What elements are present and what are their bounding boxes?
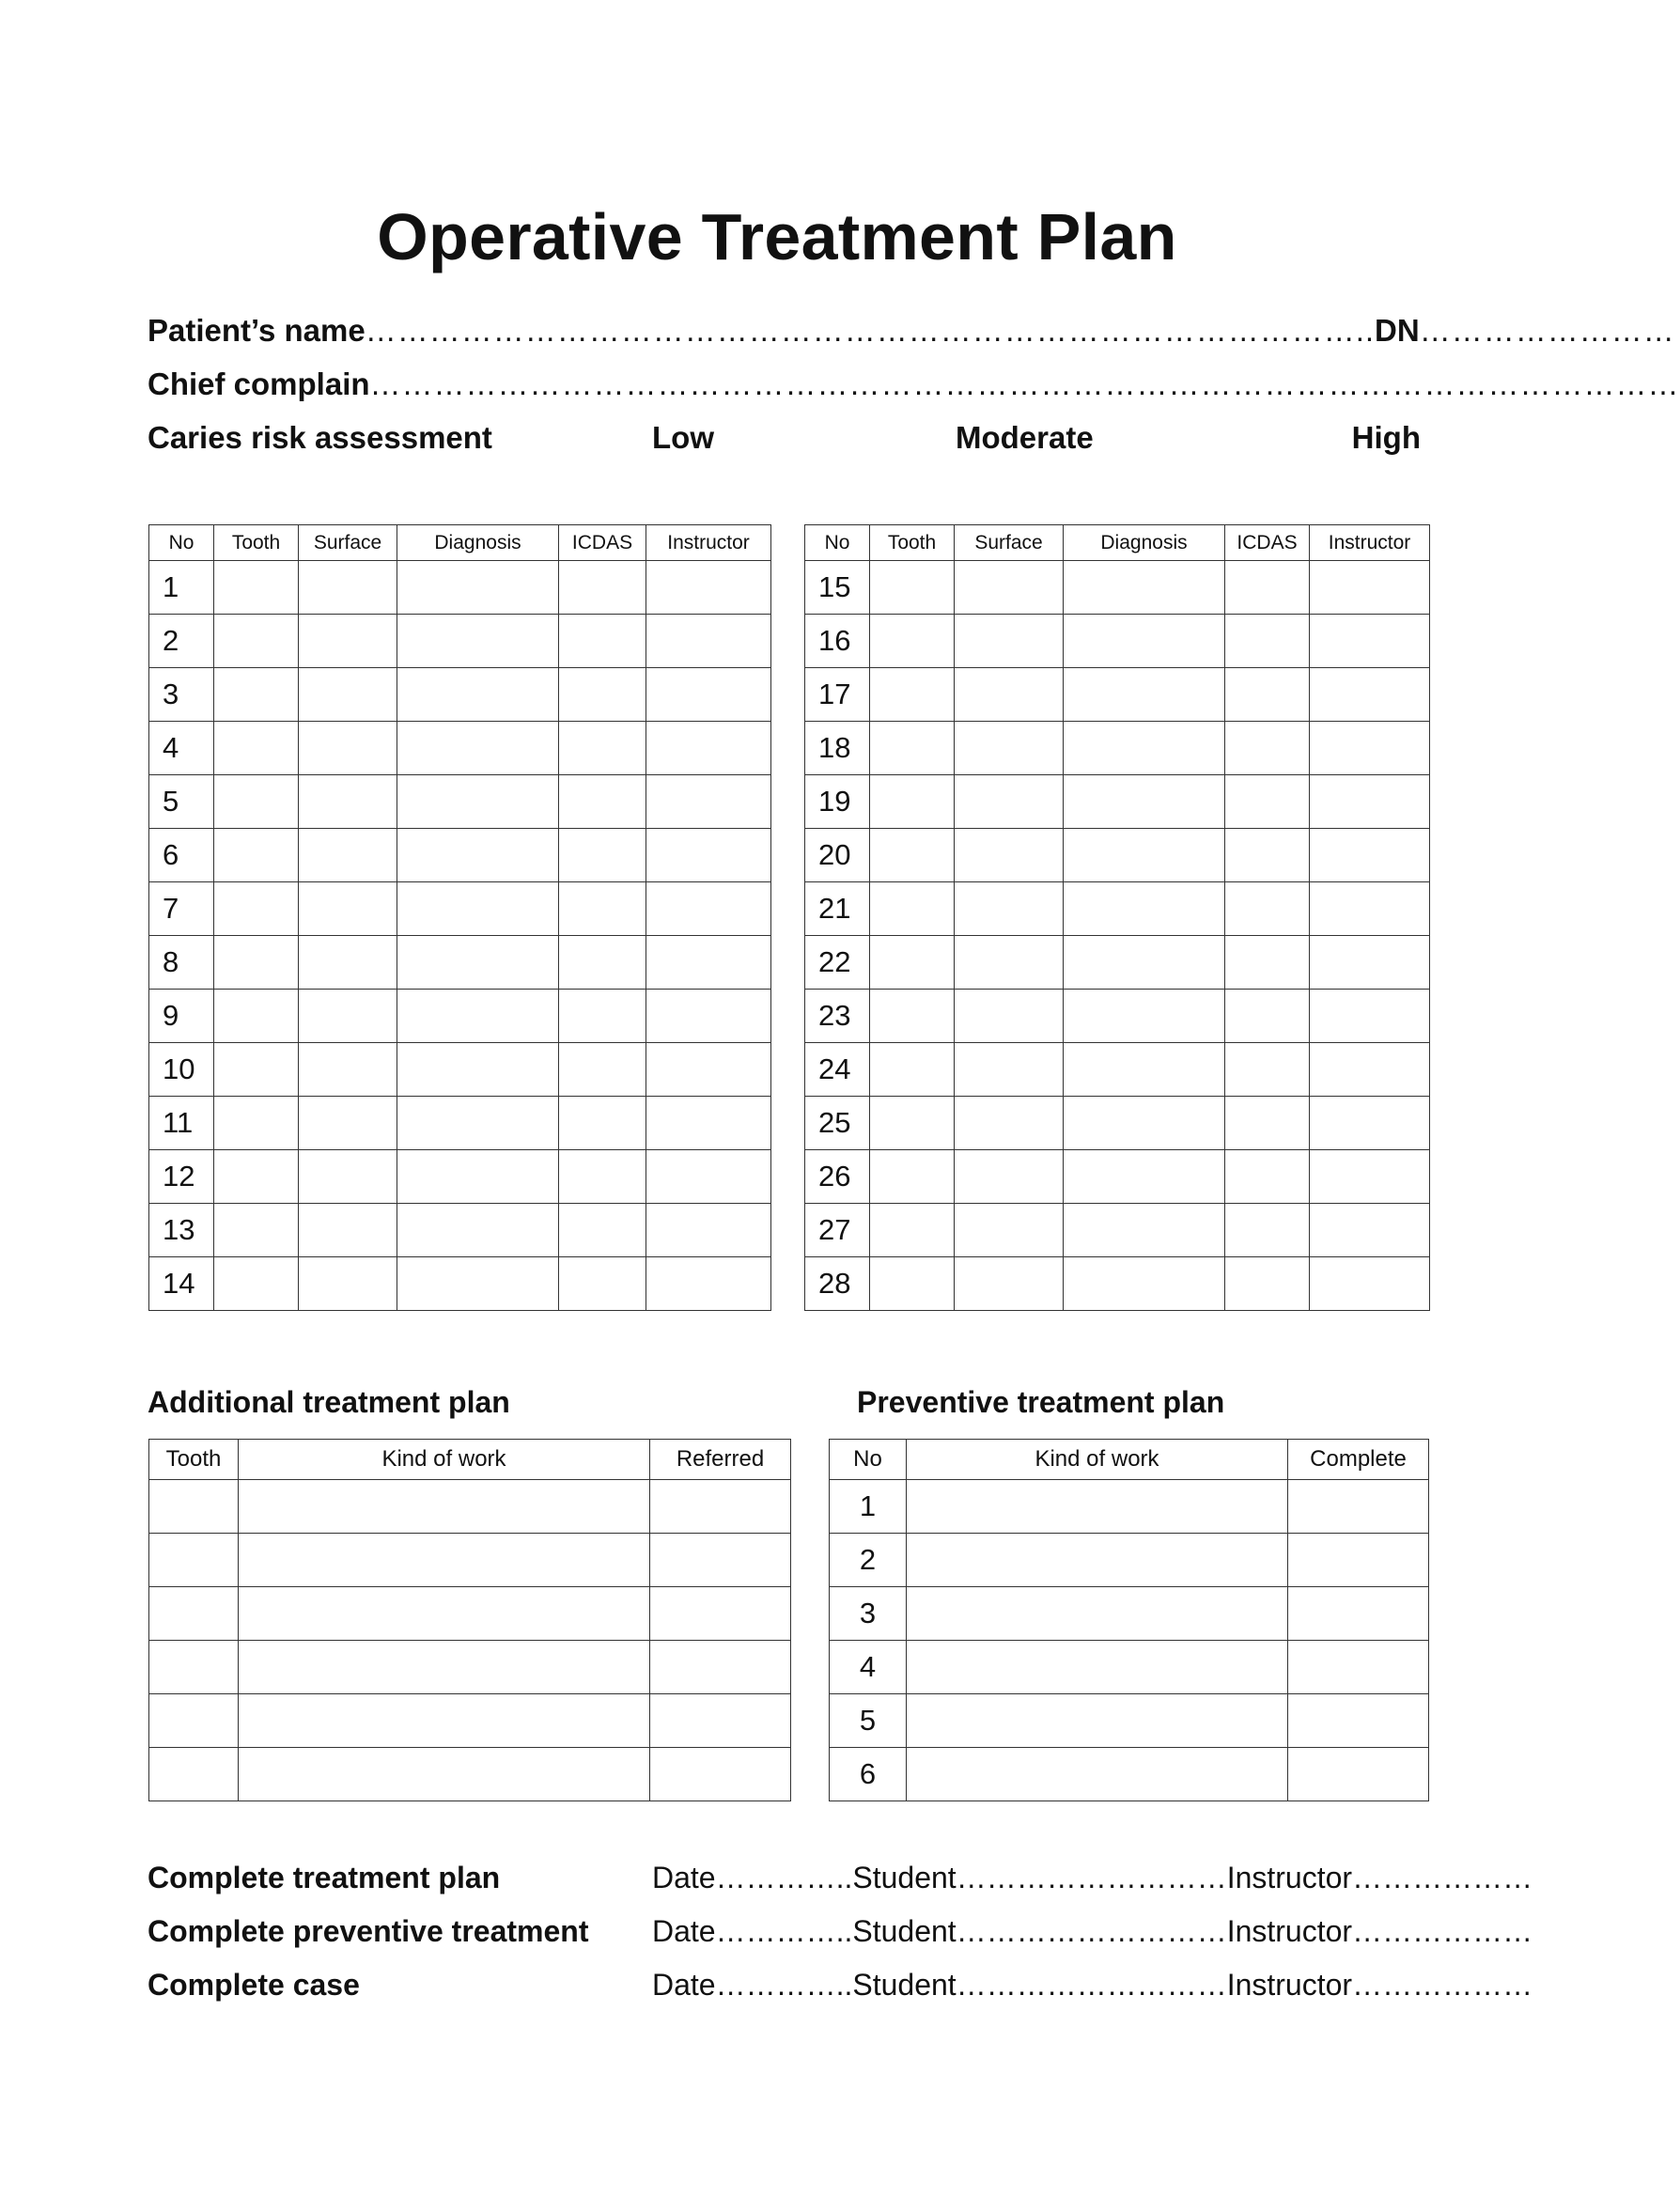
icdas-cell[interactable] bbox=[1225, 722, 1310, 775]
tooth-cell[interactable] bbox=[870, 775, 955, 829]
surface-cell[interactable] bbox=[955, 1257, 1064, 1311]
table-row bbox=[805, 936, 1430, 990]
table-row bbox=[149, 775, 771, 829]
patient-name-line bbox=[148, 313, 1675, 349]
additional-plan-title: Additional treatment plan bbox=[148, 1385, 510, 1419]
preventive-treatment-table bbox=[829, 1439, 1429, 1801]
surface-cell[interactable] bbox=[955, 615, 1064, 668]
diagnosis-cell[interactable] bbox=[1064, 936, 1225, 990]
kind-of-work-cell[interactable] bbox=[907, 1534, 1288, 1587]
kind-of-work-cell[interactable] bbox=[239, 1748, 650, 1801]
table-row bbox=[149, 1480, 791, 1534]
surface-cell[interactable] bbox=[955, 722, 1064, 775]
icdas-cell[interactable] bbox=[1225, 990, 1310, 1043]
tooth-cell[interactable] bbox=[214, 1204, 299, 1257]
tooth-cell[interactable] bbox=[870, 882, 955, 936]
chief-complain-label: Chief complain bbox=[148, 366, 370, 401]
header-instructor: Instructor bbox=[1310, 525, 1430, 561]
instructor-cell[interactable] bbox=[1310, 615, 1430, 668]
tooth-cell[interactable] bbox=[214, 1257, 299, 1311]
diagnosis-cell[interactable] bbox=[1064, 722, 1225, 775]
table-row bbox=[149, 722, 771, 775]
signoff-fields[interactable]: Date…………..Student………………………Instructor……………… bbox=[652, 1968, 1533, 2002]
icdas-cell[interactable] bbox=[559, 1257, 646, 1311]
instructor-cell[interactable] bbox=[1310, 1043, 1430, 1097]
diagnosis-cell[interactable] bbox=[1064, 1150, 1225, 1204]
diagnosis-cell[interactable] bbox=[397, 615, 559, 668]
table-row bbox=[149, 990, 771, 1043]
header-referred: Referred bbox=[650, 1440, 791, 1480]
tooth-cell[interactable] bbox=[214, 668, 299, 722]
table-row bbox=[830, 1534, 1429, 1587]
risk-high-option[interactable]: High bbox=[1351, 420, 1421, 455]
kind-of-work-cell[interactable] bbox=[907, 1480, 1288, 1534]
table-row bbox=[149, 615, 771, 668]
table-row bbox=[805, 882, 1430, 936]
icdas-cell[interactable] bbox=[1225, 1150, 1310, 1204]
row-number: 17 bbox=[805, 668, 870, 722]
header-no: No bbox=[830, 1440, 907, 1480]
surface-cell[interactable] bbox=[955, 936, 1064, 990]
row-number: 2 bbox=[149, 615, 214, 668]
instructor-cell[interactable] bbox=[1310, 829, 1430, 882]
tooth-cell[interactable] bbox=[870, 990, 955, 1043]
row-number: 13 bbox=[149, 1204, 214, 1257]
diagnosis-cell[interactable] bbox=[1064, 1097, 1225, 1150]
table-row bbox=[149, 1694, 791, 1748]
table-row bbox=[149, 1043, 771, 1097]
kind-of-work-cell[interactable] bbox=[239, 1534, 650, 1587]
signoff-fields[interactable]: Date…………..Student………………………Instructor……………… bbox=[652, 1914, 1533, 1948]
surface-cell[interactable] bbox=[299, 990, 397, 1043]
icdas-cell[interactable] bbox=[559, 561, 646, 615]
instructor-cell[interactable] bbox=[646, 829, 771, 882]
row-number: 20 bbox=[805, 829, 870, 882]
instructor-cell[interactable] bbox=[646, 1257, 771, 1311]
referred-cell[interactable] bbox=[650, 1587, 791, 1641]
surface-cell[interactable] bbox=[955, 561, 1064, 615]
instructor-cell[interactable] bbox=[1310, 775, 1430, 829]
tooth-table-right bbox=[804, 524, 1430, 1311]
diagnosis-cell[interactable] bbox=[1064, 1043, 1225, 1097]
row-number: 26 bbox=[805, 1150, 870, 1204]
preventive-plan-title: Preventive treatment plan bbox=[857, 1385, 1225, 1419]
patient-name-label: Patient’s name bbox=[148, 313, 366, 348]
table-row bbox=[805, 561, 1430, 615]
surface-cell[interactable] bbox=[955, 829, 1064, 882]
surface-cell[interactable] bbox=[299, 1043, 397, 1097]
header-surface: Surface bbox=[299, 525, 397, 561]
icdas-cell[interactable] bbox=[559, 775, 646, 829]
table-row bbox=[830, 1587, 1429, 1641]
instructor-cell[interactable] bbox=[646, 722, 771, 775]
complete-cell[interactable] bbox=[1288, 1534, 1429, 1587]
table-row bbox=[149, 1587, 791, 1641]
referred-cell[interactable] bbox=[650, 1641, 791, 1694]
row-number: 5 bbox=[149, 775, 214, 829]
table-row bbox=[805, 1257, 1430, 1311]
surface-cell[interactable] bbox=[299, 829, 397, 882]
referred-cell[interactable] bbox=[650, 1694, 791, 1748]
row-number: 4 bbox=[830, 1641, 907, 1694]
diagnosis-cell[interactable] bbox=[1064, 775, 1225, 829]
dn-label: DN bbox=[1375, 313, 1420, 348]
tooth-table-left bbox=[148, 524, 771, 1311]
table-row bbox=[149, 882, 771, 936]
kind-of-work-cell[interactable] bbox=[907, 1748, 1288, 1801]
row-number: 3 bbox=[149, 668, 214, 722]
icdas-cell[interactable] bbox=[1225, 1043, 1310, 1097]
tooth-cell[interactable] bbox=[214, 936, 299, 990]
row-number: 9 bbox=[149, 990, 214, 1043]
diagnosis-cell[interactable] bbox=[1064, 615, 1225, 668]
header-kind-of-work: Kind of work bbox=[907, 1440, 1288, 1480]
instructor-cell[interactable] bbox=[646, 936, 771, 990]
table-row bbox=[805, 1043, 1430, 1097]
surface-cell[interactable] bbox=[299, 668, 397, 722]
tooth-cell[interactable] bbox=[870, 561, 955, 615]
row-number: 10 bbox=[149, 1043, 214, 1097]
surface-cell[interactable] bbox=[299, 615, 397, 668]
chief-complain-line bbox=[148, 366, 1680, 402]
page-title: Operative Treatment Plan bbox=[377, 200, 1177, 273]
diagnosis-cell[interactable] bbox=[397, 1043, 559, 1097]
instructor-cell[interactable] bbox=[1310, 561, 1430, 615]
complete-cell[interactable] bbox=[1288, 1748, 1429, 1801]
diagnosis-cell[interactable] bbox=[1064, 668, 1225, 722]
kind-of-work-cell[interactable] bbox=[239, 1694, 650, 1748]
surface-cell[interactable] bbox=[299, 936, 397, 990]
table-row bbox=[149, 1257, 771, 1311]
tooth-cell[interactable] bbox=[870, 1150, 955, 1204]
signoff-label: Complete case bbox=[148, 1968, 360, 2002]
signoff-row bbox=[148, 1968, 1533, 2005]
tooth-cell[interactable] bbox=[149, 1641, 239, 1694]
table-row bbox=[149, 668, 771, 722]
tooth-cell[interactable] bbox=[870, 615, 955, 668]
diagnosis-cell[interactable] bbox=[1064, 1257, 1225, 1311]
complete-cell[interactable] bbox=[1288, 1587, 1429, 1641]
tooth-cell[interactable] bbox=[149, 1534, 239, 1587]
table-row bbox=[149, 936, 771, 990]
additional-treatment-table bbox=[148, 1439, 791, 1801]
dn-field[interactable]: …………………… bbox=[1419, 313, 1675, 348]
table-row bbox=[805, 1204, 1430, 1257]
row-number: 22 bbox=[805, 936, 870, 990]
table-row bbox=[805, 668, 1430, 722]
surface-cell[interactable] bbox=[299, 561, 397, 615]
instructor-cell[interactable] bbox=[1310, 722, 1430, 775]
header-diagnosis: Diagnosis bbox=[1064, 525, 1225, 561]
kind-of-work-cell[interactable] bbox=[907, 1641, 1288, 1694]
diagnosis-cell[interactable] bbox=[397, 936, 559, 990]
diagnosis-cell[interactable] bbox=[397, 668, 559, 722]
row-number: 24 bbox=[805, 1043, 870, 1097]
icdas-cell[interactable] bbox=[559, 1043, 646, 1097]
icdas-cell[interactable] bbox=[1225, 882, 1310, 936]
tooth-cell[interactable] bbox=[870, 1043, 955, 1097]
complete-cell[interactable] bbox=[1288, 1641, 1429, 1694]
tooth-cell[interactable] bbox=[214, 1043, 299, 1097]
row-number: 8 bbox=[149, 936, 214, 990]
diagnosis-cell[interactable] bbox=[397, 561, 559, 615]
instructor-cell[interactable] bbox=[646, 1150, 771, 1204]
diagnosis-cell[interactable] bbox=[397, 775, 559, 829]
instructor-cell[interactable] bbox=[646, 1204, 771, 1257]
header-no: No bbox=[805, 525, 870, 561]
kind-of-work-cell[interactable] bbox=[239, 1587, 650, 1641]
diagnosis-cell[interactable] bbox=[1064, 990, 1225, 1043]
header-no: No bbox=[149, 525, 214, 561]
surface-cell[interactable] bbox=[955, 1204, 1064, 1257]
kind-of-work-cell[interactable] bbox=[239, 1641, 650, 1694]
diagnosis-cell[interactable] bbox=[1064, 882, 1225, 936]
row-number: 14 bbox=[149, 1257, 214, 1311]
tooth-cell[interactable] bbox=[214, 829, 299, 882]
instructor-cell[interactable] bbox=[646, 1097, 771, 1150]
header-instructor: Instructor bbox=[646, 525, 771, 561]
icdas-cell[interactable] bbox=[1225, 1097, 1310, 1150]
kind-of-work-cell[interactable] bbox=[907, 1694, 1288, 1748]
surface-cell[interactable] bbox=[299, 775, 397, 829]
row-number: 27 bbox=[805, 1204, 870, 1257]
surface-cell[interactable] bbox=[955, 882, 1064, 936]
tooth-cell[interactable] bbox=[214, 1150, 299, 1204]
diagnosis-cell[interactable] bbox=[397, 882, 559, 936]
instructor-cell[interactable] bbox=[646, 1043, 771, 1097]
signoff-label: Complete preventive treatment bbox=[148, 1914, 589, 1948]
table-row bbox=[805, 829, 1430, 882]
tooth-cell[interactable] bbox=[149, 1694, 239, 1748]
header-tooth: Tooth bbox=[214, 525, 299, 561]
surface-cell[interactable] bbox=[299, 1257, 397, 1311]
icdas-cell[interactable] bbox=[559, 615, 646, 668]
header-icdas: ICDAS bbox=[559, 525, 646, 561]
icdas-cell[interactable] bbox=[559, 990, 646, 1043]
table-row bbox=[830, 1694, 1429, 1748]
icdas-cell[interactable] bbox=[1225, 668, 1310, 722]
risk-moderate-option[interactable]: Moderate bbox=[956, 420, 1094, 455]
surface-cell[interactable] bbox=[299, 1204, 397, 1257]
tooth-cell[interactable] bbox=[870, 1204, 955, 1257]
row-number: 25 bbox=[805, 1097, 870, 1150]
surface-cell[interactable] bbox=[955, 990, 1064, 1043]
caries-risk-line bbox=[148, 420, 1421, 456]
icdas-cell[interactable] bbox=[1225, 615, 1310, 668]
referred-cell[interactable] bbox=[650, 1748, 791, 1801]
surface-cell[interactable] bbox=[299, 722, 397, 775]
table-row bbox=[830, 1748, 1429, 1801]
surface-cell[interactable] bbox=[955, 775, 1064, 829]
icdas-cell[interactable] bbox=[559, 668, 646, 722]
header-tooth: Tooth bbox=[149, 1440, 239, 1480]
diagnosis-cell[interactable] bbox=[397, 1204, 559, 1257]
tooth-cell[interactable] bbox=[149, 1480, 239, 1534]
table-row bbox=[149, 1534, 791, 1587]
surface-cell[interactable] bbox=[299, 1097, 397, 1150]
header-kind-of-work: Kind of work bbox=[239, 1440, 650, 1480]
tooth-cell[interactable] bbox=[870, 1257, 955, 1311]
header-diagnosis: Diagnosis bbox=[397, 525, 559, 561]
table-row bbox=[805, 775, 1430, 829]
complete-cell[interactable] bbox=[1288, 1694, 1429, 1748]
table-row bbox=[149, 561, 771, 615]
header-tooth: Tooth bbox=[870, 525, 955, 561]
table-row bbox=[149, 1204, 771, 1257]
diagnosis-cell[interactable] bbox=[397, 829, 559, 882]
tooth-cell[interactable] bbox=[214, 615, 299, 668]
row-number: 12 bbox=[149, 1150, 214, 1204]
instructor-cell[interactable] bbox=[1310, 990, 1430, 1043]
row-number: 19 bbox=[805, 775, 870, 829]
icdas-cell[interactable] bbox=[559, 1097, 646, 1150]
diagnosis-cell[interactable] bbox=[1064, 829, 1225, 882]
diagnosis-cell[interactable] bbox=[1064, 1204, 1225, 1257]
surface-cell[interactable] bbox=[955, 1097, 1064, 1150]
instructor-cell[interactable] bbox=[1310, 1150, 1430, 1204]
row-number: 16 bbox=[805, 615, 870, 668]
instructor-cell[interactable] bbox=[646, 615, 771, 668]
diagnosis-cell[interactable] bbox=[1064, 561, 1225, 615]
tooth-cell[interactable] bbox=[214, 1097, 299, 1150]
row-number: 2 bbox=[830, 1534, 907, 1587]
signoff-row bbox=[148, 1914, 1533, 1952]
table-row bbox=[805, 990, 1430, 1043]
row-number: 4 bbox=[149, 722, 214, 775]
kind-of-work-cell[interactable] bbox=[239, 1480, 650, 1534]
table-row bbox=[805, 1150, 1430, 1204]
instructor-cell[interactable] bbox=[1310, 1097, 1430, 1150]
tooth-cell[interactable] bbox=[214, 882, 299, 936]
icdas-cell[interactable] bbox=[1225, 829, 1310, 882]
surface-cell[interactable] bbox=[955, 668, 1064, 722]
table-row bbox=[149, 1150, 771, 1204]
icdas-cell[interactable] bbox=[559, 882, 646, 936]
table-row bbox=[149, 1097, 771, 1150]
caries-risk-label: Caries risk assessment bbox=[148, 420, 492, 455]
instructor-cell[interactable] bbox=[1310, 1257, 1430, 1311]
signoff-row bbox=[148, 1861, 1533, 1898]
row-number: 11 bbox=[149, 1097, 214, 1150]
icdas-cell[interactable] bbox=[1225, 1204, 1310, 1257]
header-complete: Complete bbox=[1288, 1440, 1429, 1480]
icdas-cell[interactable] bbox=[1225, 936, 1310, 990]
row-number: 1 bbox=[830, 1480, 907, 1534]
tooth-cell[interactable] bbox=[214, 775, 299, 829]
chief-complain-field[interactable]: …………………………………………………………………………………………………………… bbox=[369, 366, 1680, 401]
surface-cell[interactable] bbox=[299, 882, 397, 936]
table-row bbox=[830, 1480, 1429, 1534]
diagnosis-cell[interactable] bbox=[397, 1257, 559, 1311]
row-number: 15 bbox=[805, 561, 870, 615]
row-number: 18 bbox=[805, 722, 870, 775]
instructor-cell[interactable] bbox=[646, 775, 771, 829]
referred-cell[interactable] bbox=[650, 1480, 791, 1534]
tooth-cell[interactable] bbox=[214, 990, 299, 1043]
table-row bbox=[830, 1641, 1429, 1694]
tooth-cell[interactable] bbox=[870, 1097, 955, 1150]
tooth-cell[interactable] bbox=[870, 936, 955, 990]
header-icdas: ICDAS bbox=[1225, 525, 1310, 561]
tooth-cell[interactable] bbox=[870, 668, 955, 722]
tooth-cell[interactable] bbox=[214, 722, 299, 775]
icdas-cell[interactable] bbox=[559, 1150, 646, 1204]
table-row bbox=[149, 1641, 791, 1694]
icdas-cell[interactable] bbox=[559, 936, 646, 990]
diagnosis-cell[interactable] bbox=[397, 990, 559, 1043]
icdas-cell[interactable] bbox=[1225, 561, 1310, 615]
surface-cell[interactable] bbox=[955, 1043, 1064, 1097]
tooth-cell[interactable] bbox=[870, 722, 955, 775]
instructor-cell[interactable] bbox=[1310, 882, 1430, 936]
table-row bbox=[805, 722, 1430, 775]
table-row bbox=[149, 829, 771, 882]
complete-cell[interactable] bbox=[1288, 1480, 1429, 1534]
kind-of-work-cell[interactable] bbox=[907, 1587, 1288, 1641]
table-row bbox=[149, 1748, 791, 1801]
instructor-cell[interactable] bbox=[1310, 668, 1430, 722]
row-number: 6 bbox=[149, 829, 214, 882]
referred-cell[interactable] bbox=[650, 1534, 791, 1587]
diagnosis-cell[interactable] bbox=[397, 722, 559, 775]
signoff-label: Complete treatment plan bbox=[148, 1861, 501, 1894]
row-number: 23 bbox=[805, 990, 870, 1043]
tooth-cell[interactable] bbox=[149, 1748, 239, 1801]
surface-cell[interactable] bbox=[299, 1150, 397, 1204]
row-number: 21 bbox=[805, 882, 870, 936]
instructor-cell[interactable] bbox=[646, 561, 771, 615]
row-number: 3 bbox=[830, 1587, 907, 1641]
instructor-cell[interactable] bbox=[1310, 936, 1430, 990]
surface-cell[interactable] bbox=[955, 1150, 1064, 1204]
instructor-cell[interactable] bbox=[646, 882, 771, 936]
row-number: 6 bbox=[830, 1748, 907, 1801]
risk-low-option[interactable]: Low bbox=[652, 420, 714, 455]
row-number: 28 bbox=[805, 1257, 870, 1311]
icdas-cell[interactable] bbox=[559, 722, 646, 775]
instructor-cell[interactable] bbox=[646, 990, 771, 1043]
signoff-fields[interactable]: Date…………..Student………………………Instructor……………… bbox=[652, 1861, 1533, 1894]
row-number: 5 bbox=[830, 1694, 907, 1748]
instructor-cell[interactable] bbox=[646, 668, 771, 722]
icdas-cell[interactable] bbox=[559, 1204, 646, 1257]
instructor-cell[interactable] bbox=[1310, 1204, 1430, 1257]
icdas-cell[interactable] bbox=[559, 829, 646, 882]
row-number: 1 bbox=[149, 561, 214, 615]
tooth-cell[interactable] bbox=[149, 1587, 239, 1641]
table-row bbox=[805, 1097, 1430, 1150]
patient-name-field[interactable]: ………………………………………………………………………………….. bbox=[365, 313, 1376, 348]
tooth-cell[interactable] bbox=[870, 829, 955, 882]
row-number: 7 bbox=[149, 882, 214, 936]
diagnosis-cell[interactable] bbox=[397, 1150, 559, 1204]
diagnosis-cell[interactable] bbox=[397, 1097, 559, 1150]
tooth-cell[interactable] bbox=[214, 561, 299, 615]
table-row bbox=[805, 615, 1430, 668]
header-surface: Surface bbox=[955, 525, 1064, 561]
icdas-cell[interactable] bbox=[1225, 775, 1310, 829]
icdas-cell[interactable] bbox=[1225, 1257, 1310, 1311]
